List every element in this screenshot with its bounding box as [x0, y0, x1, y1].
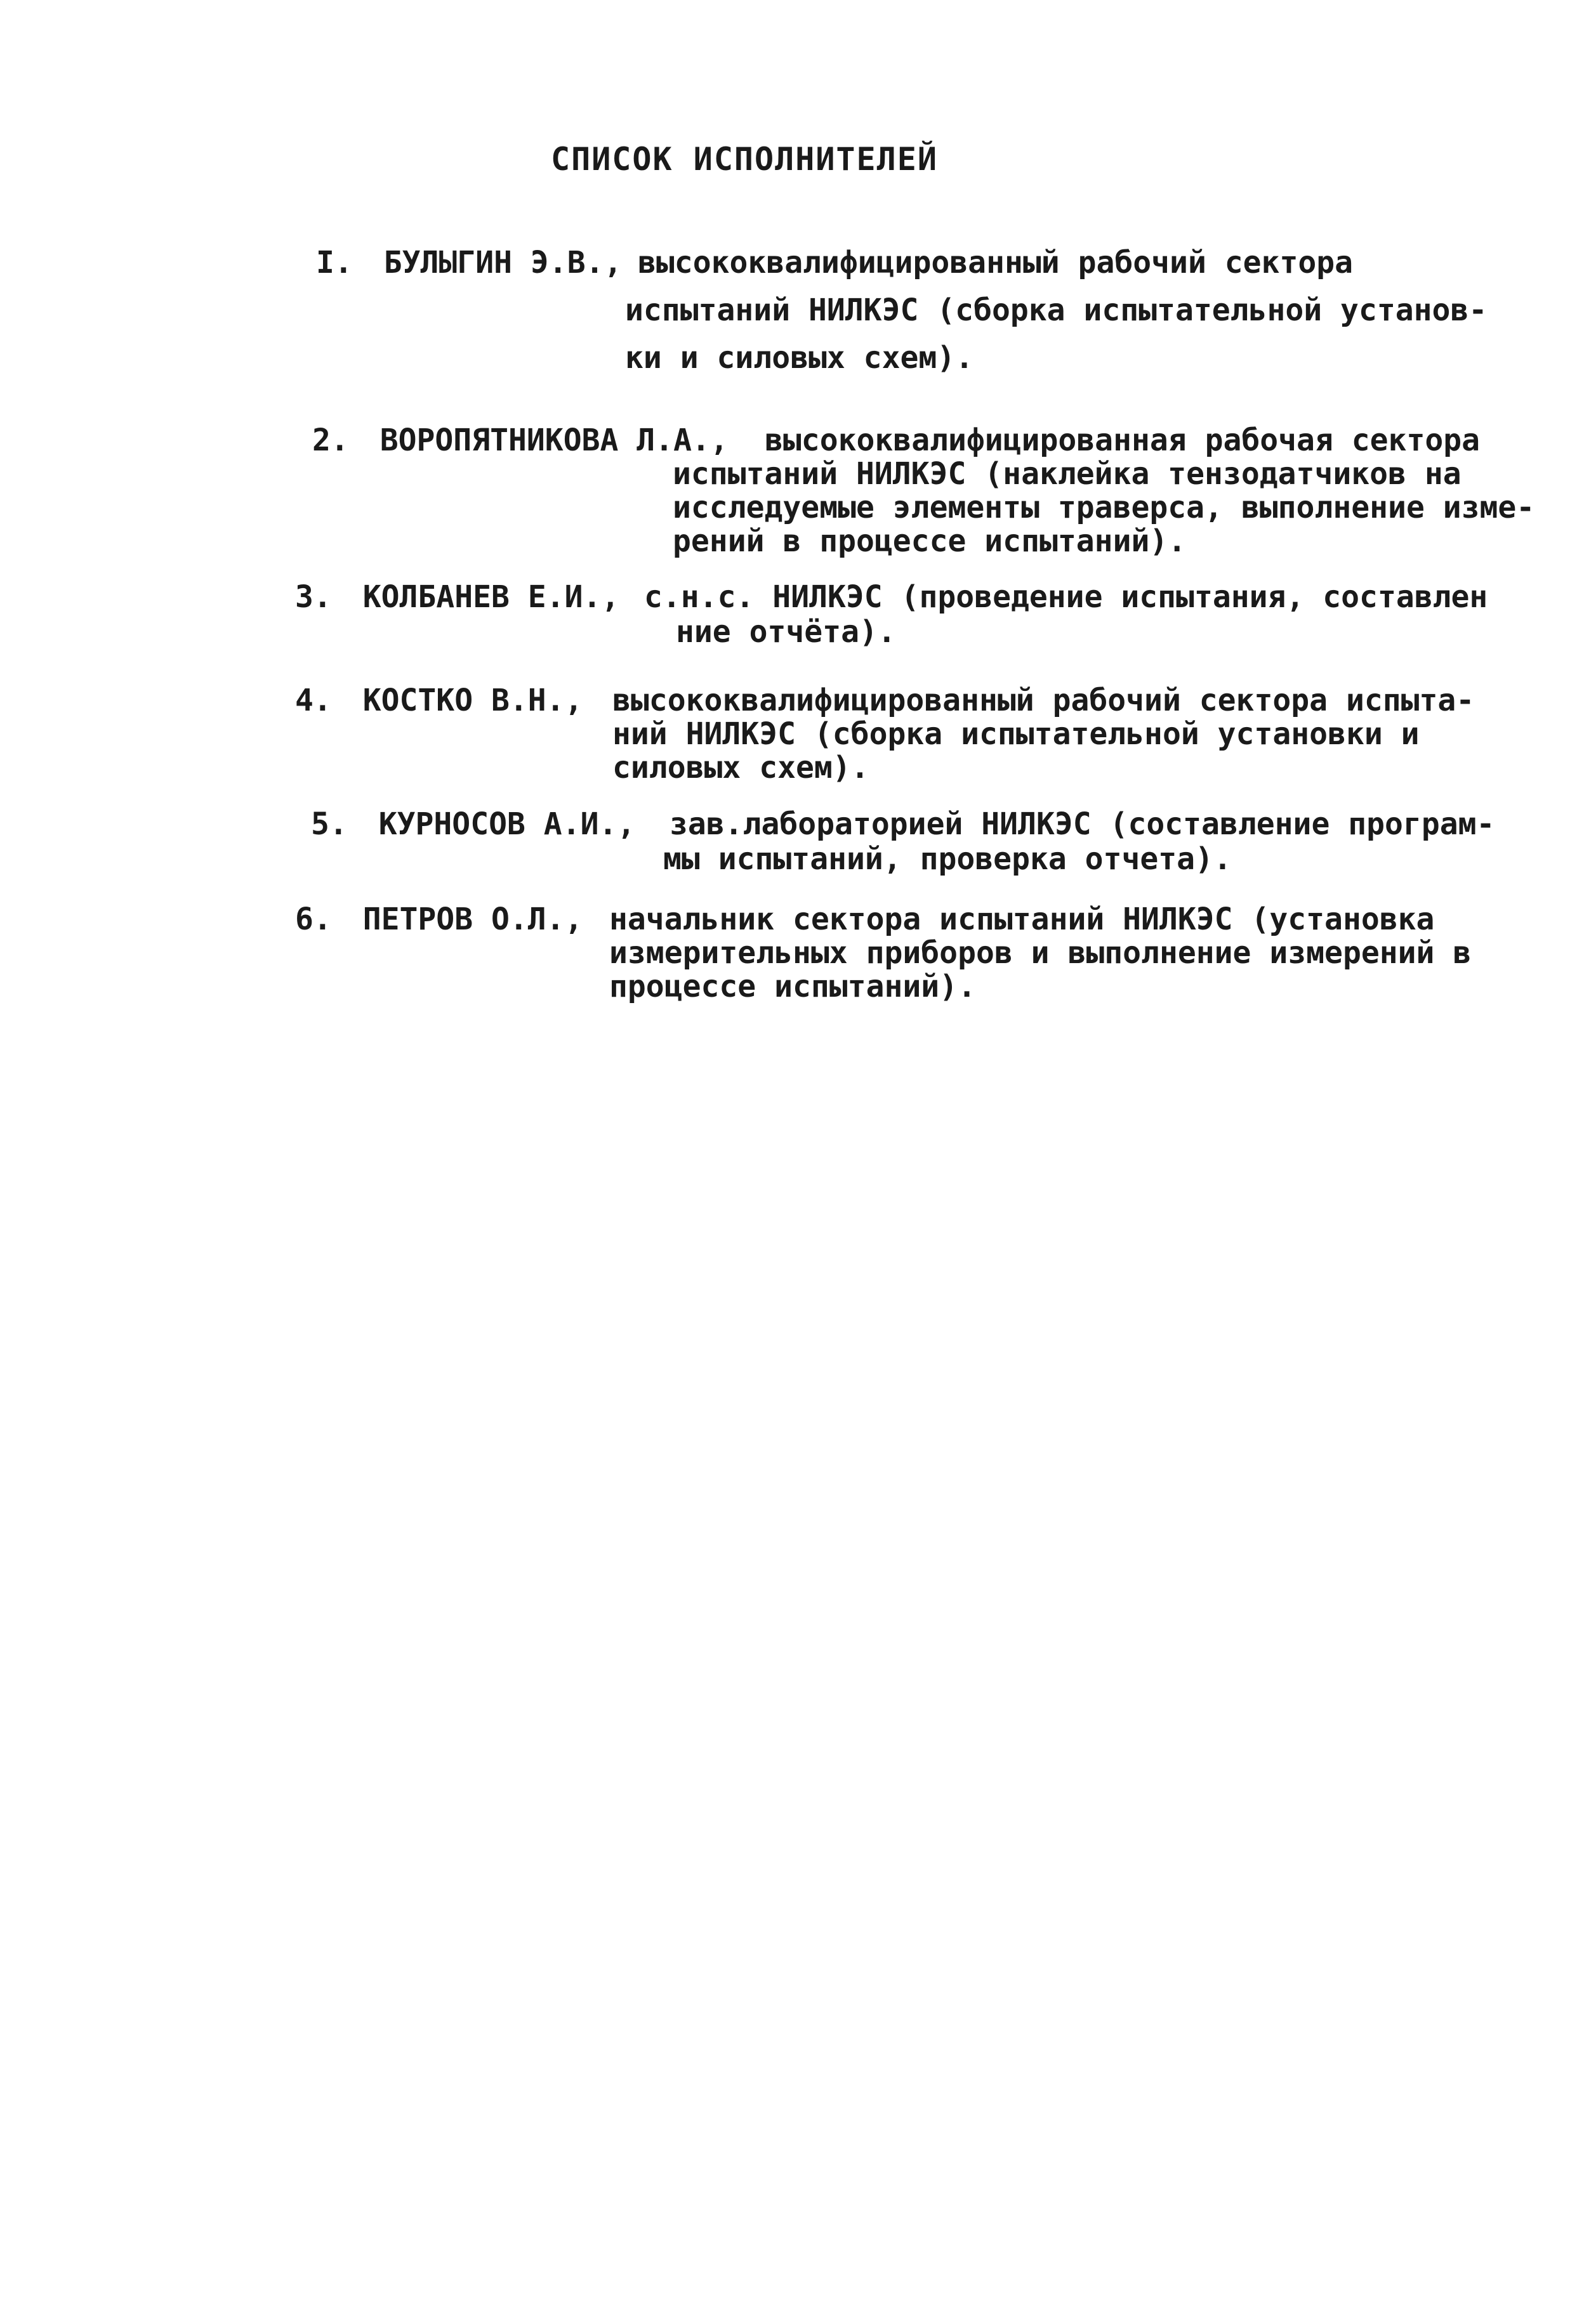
- entry-description-line: высококвалифицированный рабочий сектора: [638, 245, 1354, 280]
- entry-description-line: зав.лабораторией НИЛКЭС (составление програм-: [670, 806, 1495, 842]
- item-number: 3.: [295, 579, 332, 615]
- list-item: [316, 244, 622, 281]
- entry-description-line: высококвалифицированная рабочая сектора: [765, 423, 1481, 458]
- list-item: [295, 579, 619, 615]
- person-name: ПЕТРОВ О.Л.,: [362, 902, 583, 937]
- item-number: 6.: [295, 902, 332, 937]
- entry-description-line: испытаний НИЛКЭС (наклейка тензодатчиков на: [673, 456, 1462, 492]
- entry-description-line: исследуемые элементы траверса, выполнение изме-: [673, 490, 1535, 525]
- list-item: [295, 682, 583, 719]
- entry-description-line: начальник сектора испытаний НИЛКЭС (установка: [609, 902, 1435, 937]
- person-name: КУРНОСОВ А.И.,: [378, 806, 636, 842]
- entry-description-line: с.н.с. НИЛКЭС (проведение испытания, составлен: [644, 579, 1488, 615]
- list-item: [295, 901, 583, 938]
- entry-description-line: измерительных приборов и выполнение измерений в: [609, 935, 1472, 971]
- person-name: КОСТКО В.Н.,: [362, 683, 583, 718]
- person-name: ВОРОПЯТНИКОВА Л.А.,: [379, 423, 729, 458]
- entry-description-line: мы испытаний, проверка отчета).: [663, 841, 1232, 877]
- list-item: [312, 422, 729, 459]
- entry-description-line: ки и силовых схем).: [625, 340, 974, 376]
- person-name: КОЛБАНЕВ Е.И.,: [362, 579, 620, 615]
- item-number: 2.: [312, 423, 349, 458]
- entry-description-line: ние отчёта).: [676, 614, 896, 650]
- item-number: 4.: [295, 683, 332, 718]
- item-number: I.: [316, 245, 353, 280]
- entry-description-line: рений в процессе испытаний).: [673, 523, 1187, 559]
- item-number: 5.: [311, 806, 348, 842]
- page-title: СПИСОК ИСПОЛНИТЕЛЕЙ: [551, 141, 938, 178]
- entry-description-line: силовых схем).: [612, 750, 869, 785]
- entry-description-line: высококвалифицированный рабочий сектора испыта-: [612, 683, 1475, 718]
- person-name: БУЛЫГИН Э.В.,: [383, 245, 623, 280]
- entry-description-line: испытаний НИЛКЭС (сборка испытательной установ-: [625, 292, 1488, 328]
- list-item: [311, 806, 635, 843]
- entry-description-line: процессе испытаний).: [609, 969, 976, 1004]
- entry-description-line: ний НИЛКЭС (сборка испытательной установки и: [612, 716, 1420, 752]
